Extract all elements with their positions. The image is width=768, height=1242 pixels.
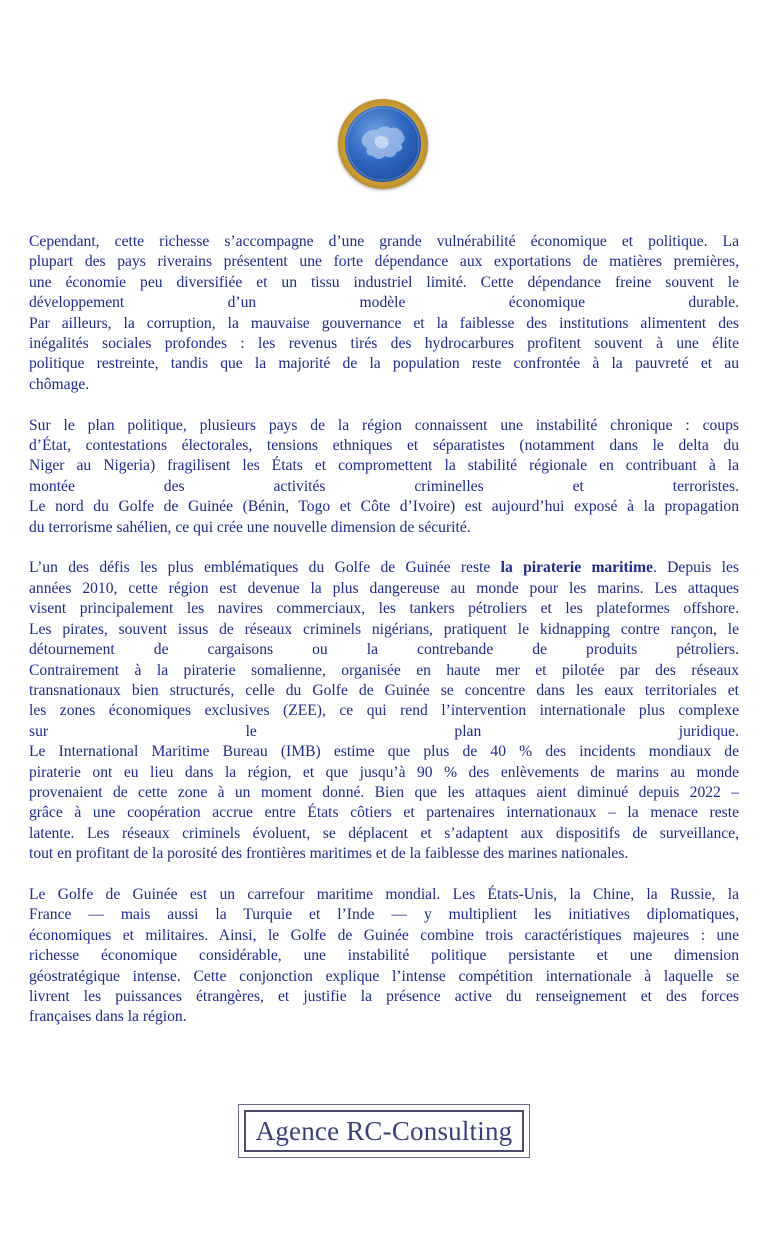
globe-europe-icon: [345, 106, 421, 182]
text-line: Par ailleurs, la corruption, la mauvaise gouvernance et la faiblesse des institutions alimentent des: [29, 314, 739, 332]
text-fragment: L’un des défis les plus emblématiques du Golfe de Guinée reste: [29, 559, 501, 577]
document-body: [29, 232, 739, 1048]
text-line: une économie peu diversifiée et un tissu industriel limité. Cette dépendance freine souvent le: [29, 273, 739, 291]
text-line: années 2010, cette région est devenue la plus dangereuse au monde pour les marins. Les attaques: [29, 579, 739, 597]
text-line: plupart des pays riverains présentent une forte dépendance aux exportations de matières premières,: [29, 253, 739, 271]
logo-emblem: [338, 99, 428, 189]
text-line: Le Golfe de Guinée est un carrefour maritime mondial. Les États-Unis, la Chine, la Russie, la: [29, 885, 739, 903]
text-line: chômage.: [29, 375, 90, 393]
text-line: richesse économique considérable, une instabilité politique persistante et une dimension: [29, 947, 739, 965]
text-line: visent principalement les navires commerciaux, les tankers pétroliers et les plateformes offshore.: [29, 600, 739, 618]
text-line: grâce à une coopération accrue entre États côtiers et partenaires internationaux – la menace reste: [29, 804, 739, 822]
text-line: françaises dans la région.: [29, 1008, 187, 1026]
text-line: transnationaux bien structurés, celle du Golfe de Guinée se concentre dans les eaux territoriales et: [29, 681, 739, 699]
text-line: détournement de cargaisons ou la contrebande de produits pétroliers.: [29, 641, 739, 659]
text-line: [29, 558, 739, 578]
text-line: montée des activités criminelles et terroristes.: [29, 477, 739, 495]
text-line: Niger au Nigeria) fragilisent les États et compromettent la stabilité régionale en contribuant à la: [29, 457, 739, 475]
text-line: développement d’un modèle économique durable.: [29, 294, 739, 312]
text-line: Contrairement à la piraterie somalienne, organisée en haute mer et pilotée par des réseaux: [29, 661, 739, 679]
text-line: inégalités sociales profondes : les revenus tirés des hydrocarbures profitent souvent à une élite: [29, 335, 739, 353]
text-line: Les pirates, souvent issus de réseaux criminels nigérians, pratiquent le kidnapping contre rançon, le: [29, 620, 739, 638]
text-line: provenaient de cette zone à un moment donné. Bien que les attaques aient diminué depuis 2022 –: [29, 783, 739, 801]
paragraph-piracy: [29, 558, 739, 864]
emphasis-piracy: la piraterie maritime: [500, 559, 653, 577]
paragraph-politics: [29, 416, 739, 538]
text-line: France — mais aussi la Turquie et l’Inde — y multiplient les initiatives diplomatiques,: [29, 906, 739, 924]
paragraph-economy: [29, 232, 739, 395]
text-line: d’État, contestations électorales, tensions ethniques et séparatistes (notamment dans le delta du: [29, 437, 739, 455]
text-line: sur le plan juridique.: [29, 722, 739, 740]
text-line: politique restreinte, tandis que la majorité de la population reste confrontée à la pauvreté et au: [29, 355, 739, 373]
text-fragment: . Depuis les: [652, 559, 739, 577]
text-line: économiques et militaires. Ainsi, le Golfe de Guinée combine trois caractéristiques majeures : une: [29, 926, 739, 944]
text-line: piraterie ont eu lieu dans la région, et que jusqu’à 90 % des enlèvements de marins au monde: [29, 763, 739, 781]
text-line: latente. Les réseaux criminels évoluent, se déplacent et s’adaptent aux dispositifs de surveillance,: [29, 824, 739, 842]
text-line: Sur le plan politique, plusieurs pays de la région connaissent une instabilité chronique : coups: [29, 416, 739, 434]
text-line: tout en profitant de la porosité des frontières maritimes et de la faiblesse des marines nationales.: [29, 845, 629, 863]
text-line: du terrorisme sahélien, ce qui crée une nouvelle dimension de sécurité.: [29, 518, 471, 536]
text-line: Cependant, cette richesse s’accompagne d’une grande vulnérabilité économique et politique. La: [29, 233, 739, 250]
text-line: géostratégique intense. Cette conjonction explique l’intense compétition internationale à laquelle se: [29, 967, 739, 985]
text-line: Le International Maritime Bureau (IMB) estime que plus de 40 % des incidents mondiaux de: [29, 743, 739, 761]
agency-stamp-label: Agence RC-Consulting: [244, 1110, 524, 1152]
paragraph-geostrategy: [29, 885, 739, 1028]
text-line: les zones économiques exclusives (ZEE), ce qui rend l’intervention internationale plus complexe: [29, 702, 739, 720]
text-line: livrent les puissances étrangères, et justifie la présence active du renseignement et des forces: [29, 987, 739, 1005]
text-line: Le nord du Golfe de Guinée (Bénin, Togo et Côte d’Ivoire) est aujourd’hui exposé à la propagation: [29, 498, 739, 516]
agency-stamp: [238, 1104, 530, 1158]
